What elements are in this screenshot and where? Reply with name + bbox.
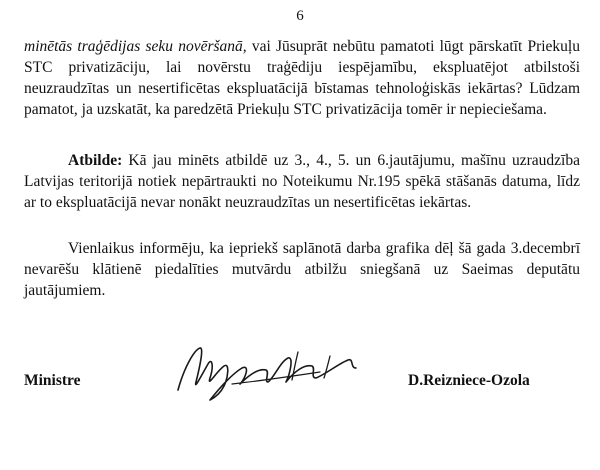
question-paragraph xyxy=(24,36,580,120)
signatory-title: Ministre xyxy=(24,372,81,389)
answer-text: Kā jau minēts atbildē uz 3., 4., 5. un 6.jautājumu, mašīnu uzraudzība Latvijas teritorijā notiek nepārtraukti no Noteikumu Nr.195 spēkā stāšanās datuma, līdz ar to ekspluatācijā nevar nonākt neuzraudzītas un nesertificētas iekārtas. xyxy=(24,152,580,211)
page-number: 6 xyxy=(296,8,304,24)
question-text: vai Jūsuprāt nebūtu pamatoti lūgt pārskatīt Priekuļu STC privatizāciju, lai novērstu traģēdiju iespējamību, ekspluatējot atbilstoši neuzraudzītas un nesertificētas ekspluatācijā bīstamas tehnoloģiskās iekārtas? Lūdzam pamatot, ja uzskatāt, ka paredzētā Priekuļu STC privatizācija tomēr ir nepieciešama. xyxy=(24,38,580,118)
signatory-name: D.Reizniece-Ozola xyxy=(408,372,530,389)
question-italic-lead: minētās traģēdijas seku novēršanā, xyxy=(24,38,247,55)
notice-paragraph: Vienlaikus informēju, ka iepriekš saplānotā darba grafika dēļ šā gada 3.decembrī nevarēšu klātienē piedalīties mutvārdu atbilžu sniegšanā uz Saeimas deputātu jautājumiem. xyxy=(24,240,580,299)
answer-paragraph xyxy=(24,150,580,213)
answer-label: Atbilde: xyxy=(68,152,123,169)
handwritten-signature xyxy=(170,338,370,408)
